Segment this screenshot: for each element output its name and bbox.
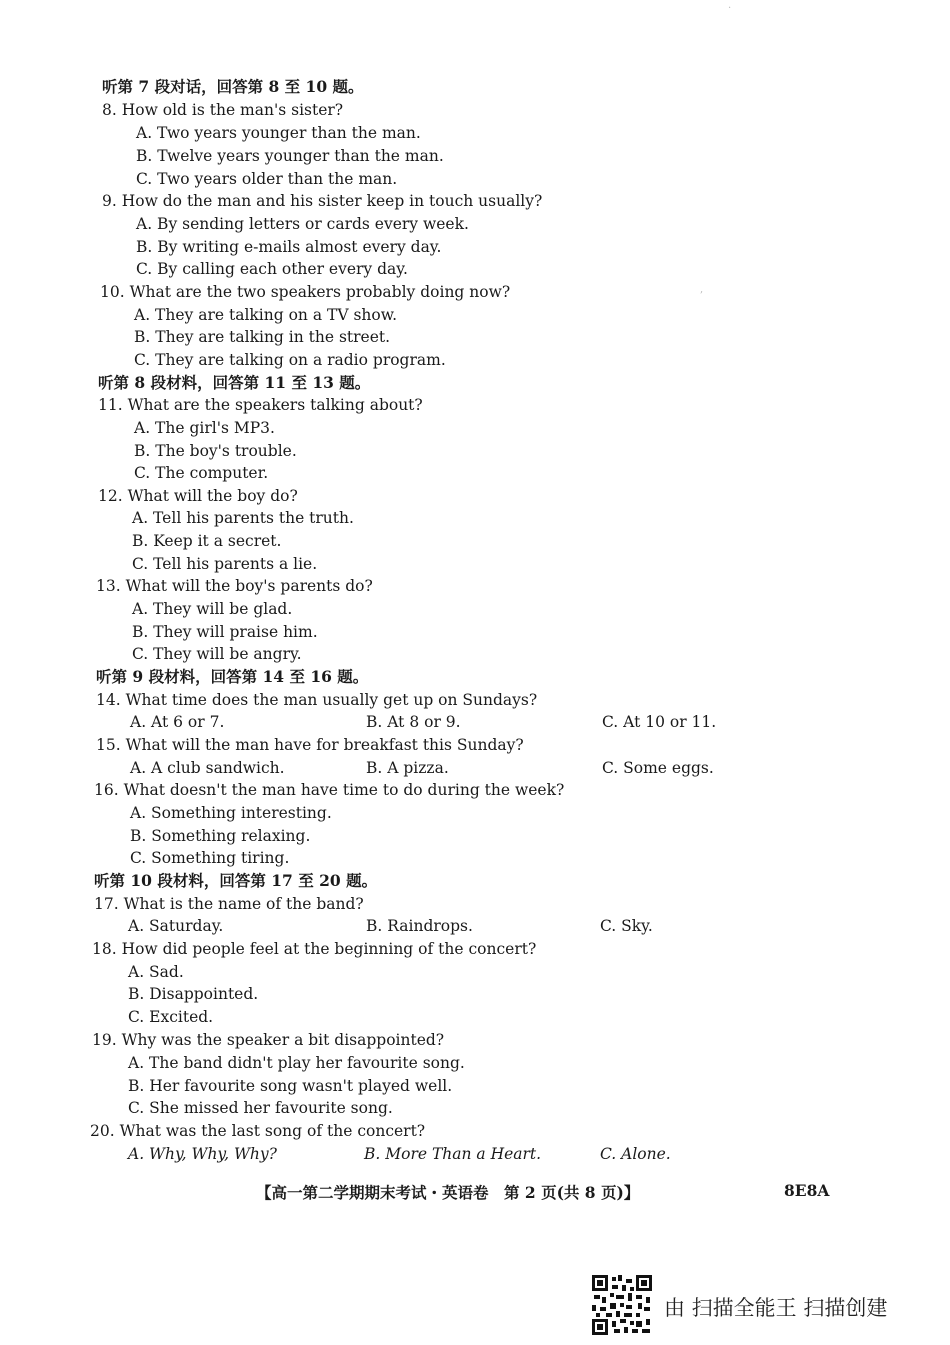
option: C. They are talking on a radio program. xyxy=(134,351,446,369)
option: B. Raindrops. xyxy=(366,917,473,935)
question: 18. How did people feel at the beginning of the concert? xyxy=(92,940,537,958)
question: 8. How old is the man's sister? xyxy=(102,101,344,119)
option: A. Sad. xyxy=(128,963,184,981)
question: 16. What doesn't the man have time to do during the week? xyxy=(94,781,565,799)
question: 10. What are the two speakers probably doing now? xyxy=(100,283,511,301)
option: A. They are talking on a TV show. xyxy=(134,306,398,324)
option: C. By calling each other every day. xyxy=(136,260,408,278)
option: A. Two years younger than the man. xyxy=(136,124,421,142)
option: C. Something tiring. xyxy=(130,849,290,867)
scan-speck: , xyxy=(700,284,704,295)
option: A. Saturday. xyxy=(128,917,224,935)
section-header: 听第 10 段材料，回答第 17 至 20 题。 xyxy=(94,871,378,890)
option: A. Something interesting. xyxy=(130,804,332,822)
section-header: 听第 8 段材料，回答第 11 至 13 题。 xyxy=(98,373,371,392)
option: C. They will be angry. xyxy=(132,645,302,663)
question: 19. Why was the speaker a bit disappointed? xyxy=(92,1031,445,1049)
question: 17. What is the name of the band? xyxy=(94,895,364,913)
option: A. The band didn't play her favourite song. xyxy=(128,1054,465,1072)
option: A. The girl's MP3. xyxy=(134,419,275,437)
option: B. They will praise him. xyxy=(132,623,318,641)
option: B. Her favourite song wasn't played well. xyxy=(128,1077,453,1095)
page-footer-title: 【高一第二学期期末考试・英语卷 第 2 页(共 8 页)】 xyxy=(256,1183,640,1202)
option: B. Twelve years younger than the man. xyxy=(136,147,444,165)
option: A. Why, Why, Why? xyxy=(128,1145,277,1163)
option: B. More Than a Heart. xyxy=(364,1145,542,1163)
option: B. Keep it a secret. xyxy=(132,532,282,550)
question: 11. What are the speakers talking about? xyxy=(98,396,423,414)
option: C. At 10 or 11. xyxy=(602,713,717,731)
question: 20. What was the last song of the concert? xyxy=(90,1122,426,1140)
option: C. Excited. xyxy=(128,1008,214,1026)
scanner-watermark-text: 由 扫描全能王 扫描创建 xyxy=(664,1296,888,1320)
option: A. Tell his parents the truth. xyxy=(132,509,354,527)
option: A. At 6 or 7. xyxy=(130,713,225,731)
option: C. Some eggs. xyxy=(602,759,714,777)
option: B. Something relaxing. xyxy=(130,827,311,845)
question: 12. What will the boy do? xyxy=(98,487,298,505)
option: B. At 8 or 9. xyxy=(366,713,461,731)
section-header: 听第 9 段材料，回答第 14 至 16 题。 xyxy=(96,667,369,686)
option: B. A pizza. xyxy=(366,759,449,777)
option: C. Sky. xyxy=(600,917,653,935)
section-header: 听第 7 段对话，回答第 8 至 10 题。 xyxy=(102,77,364,96)
question: 14. What time does the man usually get up on Sundays? xyxy=(96,691,538,709)
option: A. They will be glad. xyxy=(132,600,293,618)
option: C. Two years older than the man. xyxy=(136,170,398,188)
question: 9. How do the man and his sister keep in touch usually? xyxy=(102,192,543,210)
page-code: 8E8A xyxy=(784,1181,830,1200)
scan-speck: . xyxy=(728,0,732,11)
option: C. Alone. xyxy=(600,1145,671,1163)
option: B. By writing e-mails almost every day. xyxy=(136,238,442,256)
option: B. They are talking in the street. xyxy=(134,328,391,346)
option: B. The boy's trouble. xyxy=(134,442,297,460)
option: B. Disappointed. xyxy=(128,985,259,1003)
option: A. By sending letters or cards every week. xyxy=(136,215,469,233)
option: C. The computer. xyxy=(134,464,269,482)
option: C. She missed her favourite song. xyxy=(128,1099,393,1117)
question: 15. What will the man have for breakfast this Sunday? xyxy=(96,736,524,754)
option: A. A club sandwich. xyxy=(130,759,285,777)
qr-code-icon xyxy=(592,1275,652,1335)
question: 13. What will the boy's parents do? xyxy=(96,577,373,595)
option: C. Tell his parents a lie. xyxy=(132,555,318,573)
